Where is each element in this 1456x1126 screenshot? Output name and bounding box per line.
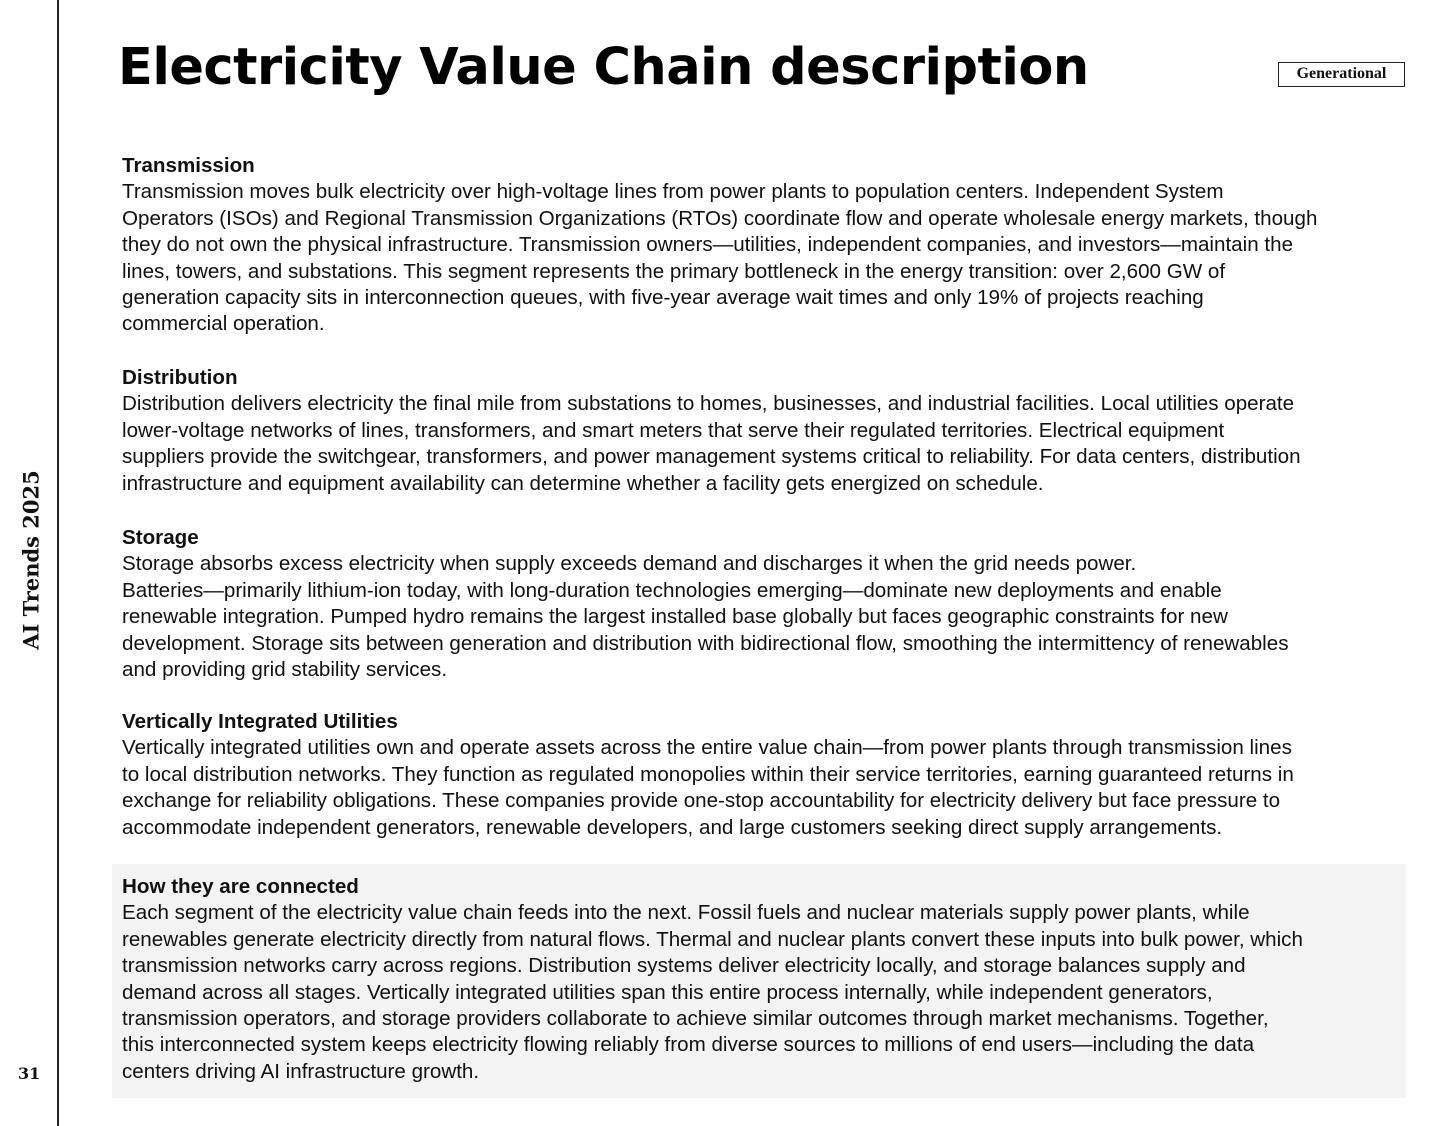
section-vertically-integrated-utilities [122, 709, 1412, 841]
section-storage [122, 525, 1412, 683]
paragraph-line: suppliers provide the switchgear, transformers, and power management systems critical to reliability. For data centers, distribution [122, 445, 1301, 469]
section-paragraph [122, 391, 1412, 497]
paragraph-line: Each segment of the electricity value chain feeds into the next. Fossil fuels and nuclear materials supply power plants, while [122, 901, 1250, 925]
section-how-connected [122, 874, 1412, 1085]
paragraph-line: transmission networks carry across regions. Distribution systems deliver electricity locally, and storage balances supply and [122, 954, 1246, 978]
paragraph-line: Distribution delivers electricity the final mile from substations to homes, businesses, and industrial facilities. Local utilities operate [122, 392, 1295, 416]
section-heading: Distribution [122, 366, 238, 389]
paragraph-line: transmission operators, and storage providers collaborate to achieve similar outcomes through market mechanisms. Together, [122, 1007, 1269, 1031]
paragraph-line: infrastructure and equipment availability can determine whether a facility gets energized on schedule. [122, 471, 1044, 495]
section-heading: Transmission [122, 154, 255, 177]
page-title: Electricity Value Chain description [118, 38, 1089, 97]
paragraph-line: this interconnected system keeps electricity flowing reliably from diverse sources to millions of end users—including the data [122, 1033, 1255, 1057]
section-paragraph [122, 551, 1412, 683]
paragraph-line: demand across all stages. Vertically integrated utilities span this entire process internally, while independent generators, [122, 980, 1213, 1004]
paragraph-line: renewables generate electricity directly from natural flows. Thermal and nuclear plants convert these inputs into bulk power, which [122, 927, 1303, 951]
report-title-vertical: AI Trends 2025 [18, 470, 44, 650]
section-paragraph [122, 179, 1412, 337]
section-heading: How they are connected [122, 875, 359, 898]
paragraph-line: Batteries—primarily lithium-ion today, with long-duration technologies emerging—dominate new deployments and enable [122, 578, 1222, 602]
section-heading: Vertically Integrated Utilities [122, 710, 398, 733]
page-margin-divider [57, 0, 59, 1126]
paragraph-line: and providing grid stability services. [122, 658, 448, 682]
paragraph-line: lines, towers, and substations. This segment represents the primary bottleneck in the energy transition: over 2,600 GW of [122, 259, 1226, 283]
paragraph-line: Storage absorbs excess electricity when supply exceeds demand and discharges it when the grid needs power. [122, 552, 1137, 576]
paragraph-line: renewable integration. Pumped hydro remains the largest installed base globally but faces geographic constraints for new [122, 605, 1228, 629]
section-paragraph [122, 900, 1412, 1085]
section-heading: Storage [122, 526, 199, 549]
category-badge: Generational [1278, 62, 1405, 87]
paragraph-line: commercial operation. [122, 312, 325, 336]
paragraph-line: exchange for reliability obligations. These companies provide one-stop accountability for electricity delivery but face pressure to [122, 789, 1281, 813]
paragraph-line: they do not own the physical infrastructure. Transmission owners—utilities, independent companies, and investors—maintain the [122, 233, 1294, 257]
section-transmission [122, 153, 1412, 338]
paragraph-line: Vertically integrated utilities own and operate assets across the entire value chain—from power plants through transmission lines [122, 736, 1292, 760]
paragraph-line: development. Storage sits between generation and distribution with bidirectional flow, smoothing the intermittency of renewables [122, 631, 1289, 655]
section-distribution [122, 365, 1412, 497]
paragraph-line: lower-voltage networks of lines, transformers, and smart meters that serve their regulated territories. Electrical equipment [122, 418, 1225, 442]
page-number: 31 [18, 1064, 41, 1083]
section-paragraph [122, 735, 1412, 841]
paragraph-line: centers driving AI infrastructure growth. [122, 1059, 480, 1083]
paragraph-line: Operators (ISOs) and Regional Transmission Organizations (RTOs) coordinate flow and operate wholesale energy markets, though [122, 206, 1318, 230]
paragraph-line: generation capacity sits in interconnection queues, with five-year average wait times and only 19% of projects reaching [122, 286, 1204, 310]
paragraph-line: Transmission moves bulk electricity over high-voltage lines from power plants to population centers. Independent System [122, 180, 1224, 204]
paragraph-line: to local distribution networks. They function as regulated monopolies within their service territories, earning guaranteed returns in [122, 762, 1294, 786]
paragraph-line: accommodate independent generators, renewable developers, and large customers seeking direct supply arrangements. [122, 815, 1223, 839]
